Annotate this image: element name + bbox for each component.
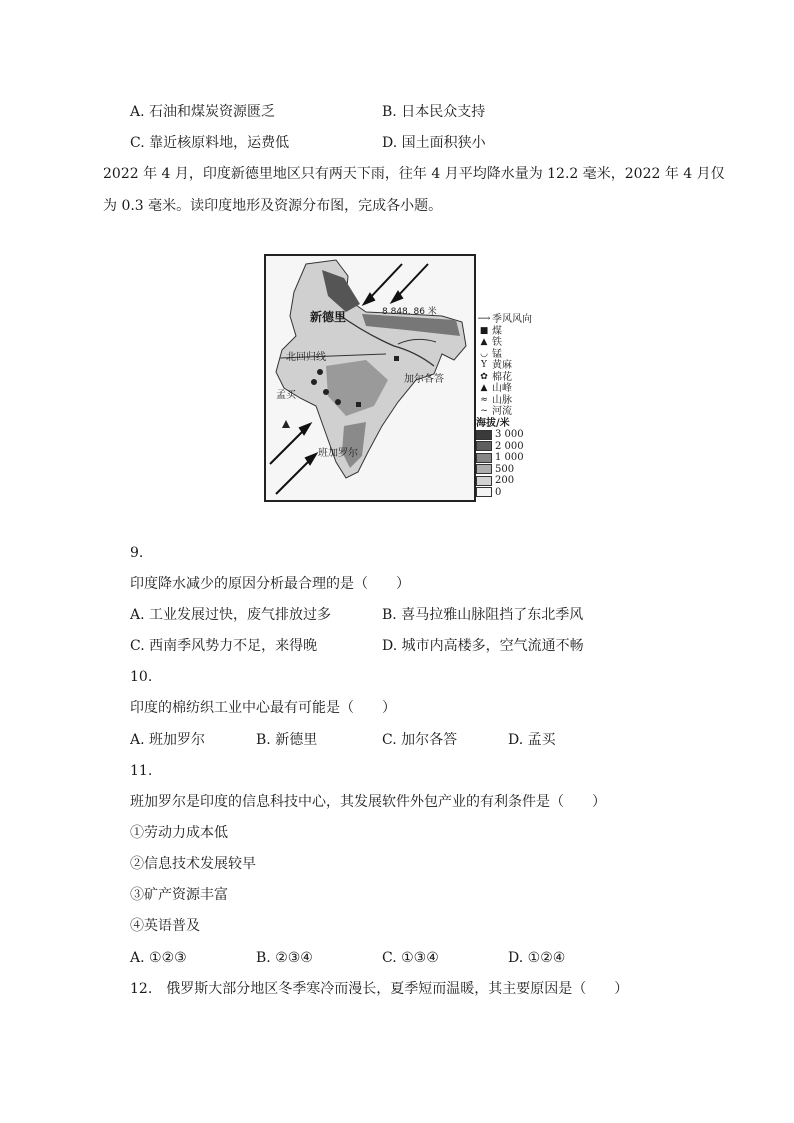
legend-manganese: ◡ 锰 [476, 349, 546, 361]
cotton-icon: ✿ [480, 371, 488, 382]
map-legend [476, 314, 546, 498]
q8-option-d: D. 国土面积狭小 [382, 135, 486, 151]
q11-item-2: ②信息技术发展较早 [130, 856, 256, 872]
q9-number: 9. [130, 545, 144, 561]
q9-option-d: D. 城市内高楼多，空气流通不畅 [382, 638, 584, 654]
label-mumbai: 孟买 [276, 390, 296, 401]
q11-option-a: A. ①②③ [130, 950, 187, 966]
legend-elevation-title: 海拔/米 [476, 417, 510, 429]
q11-item-1: ①劳动力成本低 [130, 825, 228, 841]
q11-item-3: ③矿产资源丰富 [130, 887, 228, 903]
legend-mountain: ≈ 山脉 [476, 395, 546, 407]
legend-monsoon: ⟶ 季风风向 [477, 314, 532, 325]
q8-option-b: B. 日本民众支持 [382, 104, 486, 120]
legend-river: ~ 河流 [476, 406, 546, 418]
india-map [264, 254, 476, 502]
q11-stem: 班加罗尔是印度的信息科技中心，其发展软件外包产业的有利条件是（ ） [130, 794, 606, 810]
q10-option-b: B. 新德里 [256, 732, 318, 748]
q12-stem: 12. 俄罗斯大部分地区冬季寒冷而漫长，夏季短而温暖，其主要原因是（ ） [130, 981, 629, 997]
jute-icon: Y [481, 360, 487, 370]
q10-option-c: C. 加尔各答 [382, 732, 458, 748]
river-icon: ~ [480, 406, 488, 416]
q10-option-a: A. 班加罗尔 [130, 732, 206, 748]
legend-elev-2000: 2 000 [476, 441, 546, 453]
q9-option-c: C. 西南季风势力不足，来得晚 [130, 638, 318, 654]
q10-option-d: D. 孟买 [508, 732, 556, 748]
label-kolkata: 加尔各答 [404, 374, 444, 385]
q9-stem: 印度降水减少的原因分析最合理的是（ ） [130, 576, 410, 592]
legend-elev-0: 0 [476, 487, 546, 499]
mountain-icon: ≈ [480, 394, 488, 405]
legend-elev-3000: 3 000 [476, 429, 546, 441]
legend-cotton: ✿ 棉花 [476, 372, 546, 384]
q11-option-c: C. ①③④ [382, 950, 439, 966]
peak-icon: ▲ [480, 383, 488, 393]
monsoon-arrow-icon: ⟶ [477, 314, 491, 324]
q9-option-b: B. 喜马拉雅山脉阻挡了东北季风 [382, 607, 584, 623]
legend-iron: ▲ 铁 [476, 337, 546, 349]
q10-number: 10. [130, 669, 153, 685]
label-new-delhi: 新德里 [310, 310, 347, 324]
q11-number: 11. [130, 763, 153, 779]
manganese-icon: ◡ [480, 348, 488, 359]
legend-jute: Y 黄麻 [476, 360, 546, 372]
legend-elev-500: 500 [476, 464, 546, 476]
intro-line-2: 为 0.3 毫米。读印度地形及资源分布图，完成各小题。 [103, 198, 443, 214]
q8-option-c: C. 靠近核原料地，运费低 [130, 135, 290, 151]
intro-line-1: 2022 年 4 月，印度新德里地区只有两天下雨，往年 4 月平均降水量为 12.2 毫米，2022 年 4 月仅 [103, 166, 725, 182]
legend-elev-1000: 1 000 [476, 452, 546, 464]
label-north-tropic: 北回归线 [286, 352, 326, 363]
q9-option-a: A. 工业发展过快，废气排放过多 [130, 607, 332, 623]
q8-option-a: A. 石油和煤炭资源匮乏 [130, 104, 276, 120]
q11-option-d: D. ①②④ [508, 950, 566, 966]
coal-icon: ■ [479, 325, 489, 336]
iron-icon: ▲ [480, 337, 488, 347]
legend-coal: ■ 煤 [476, 326, 546, 338]
legend-elev-200: 200 [476, 475, 546, 487]
q11-item-4: ④英语普及 [130, 918, 200, 934]
q10-stem: 印度的棉纺织工业中心最有可能是（ ） [130, 700, 396, 716]
q11-option-b: B. ②③④ [256, 950, 313, 966]
label-altitude: 8 848. 86 米 [382, 307, 437, 317]
legend-peak: ▲ 山峰 [476, 383, 546, 395]
label-bangalore: 班加罗尔 [318, 448, 358, 459]
